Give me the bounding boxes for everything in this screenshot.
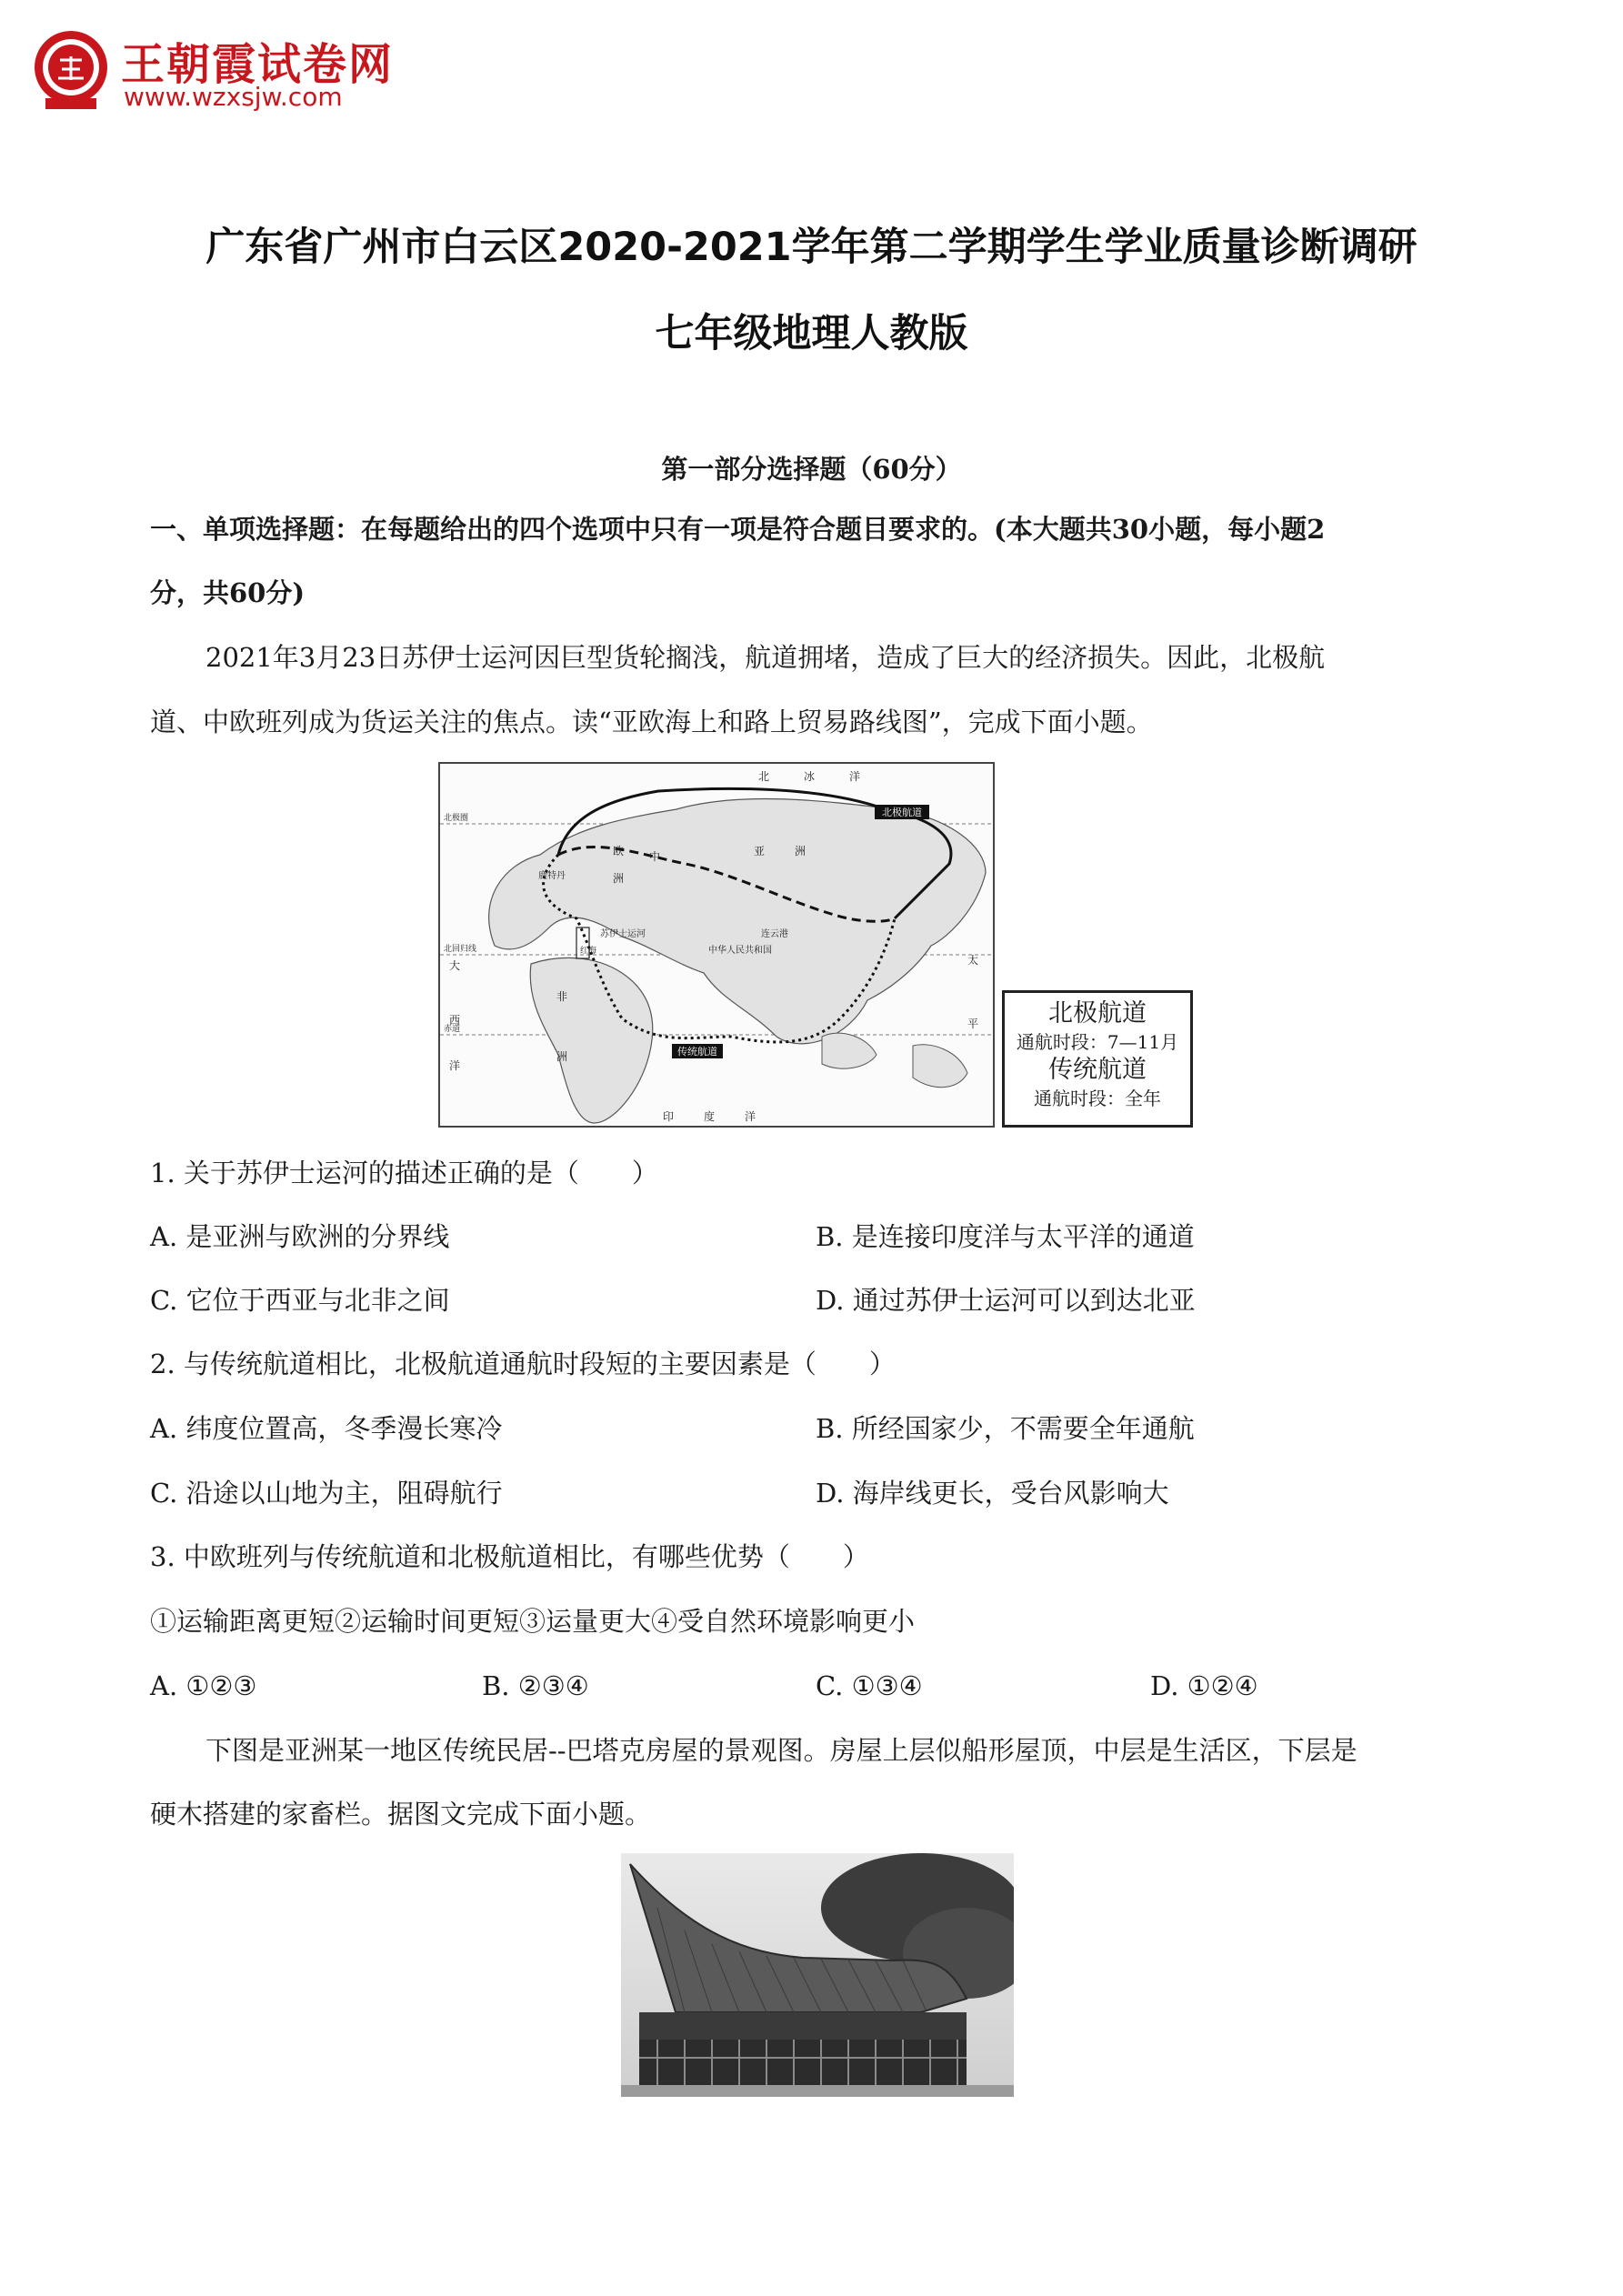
label-rotterdam: 鹿特丹 xyxy=(538,871,566,881)
q1-option-d[interactable]: D. 通过苏伊士运河可以到达北亚 xyxy=(816,1285,1196,1316)
arctic-route-tag: 北极航道 xyxy=(882,807,922,818)
traditional-route-tag: 传统航道 xyxy=(677,1046,717,1058)
legend-traditional-title: 传统航道 xyxy=(1048,1056,1147,1084)
q3-option-a[interactable]: A. ①②③ xyxy=(150,1670,257,1701)
label-indian-1: 印 xyxy=(663,1110,675,1123)
label-pacific-1: 太 xyxy=(967,954,979,967)
q2-stem: 2. 与传统航道相比，北极航道通航时段短的主要因素是（ ） xyxy=(150,1349,896,1379)
label-suez: 苏伊士运河 xyxy=(600,929,646,939)
label-asia-1: 亚 xyxy=(754,845,766,857)
q3-stem: 3. 中欧班列与传统航道和北极航道相比，有哪些优势（ ） xyxy=(150,1541,869,1572)
label-china: 中华人民共和国 xyxy=(708,946,772,956)
label-atlantic-1: 大 xyxy=(449,959,461,972)
passage1-line1: 2021年3月23日苏伊士运河因巨型货轮搁浅，航道拥堵，造成了巨大的经济损失。因此，北极航 xyxy=(205,642,1326,673)
label-arctic-1: 北 xyxy=(758,770,770,783)
label-indian-2: 度 xyxy=(704,1110,716,1123)
q3-items: ①运输距离更短②运输时间更短③运量更大④受自然环境影响更小 xyxy=(150,1606,916,1637)
page-subtitle: 七年级地理人教版 xyxy=(655,311,968,356)
label-africa-1: 非 xyxy=(556,990,568,1003)
label-asia-2: 洲 xyxy=(795,845,806,857)
site-logo xyxy=(25,25,407,116)
legend-arctic-period: 通航时段：7—11月 xyxy=(1016,1031,1179,1053)
page-title: 广东省广州市白云区2020-2021学年第二学期学生学业质量诊断调研 xyxy=(205,225,1418,270)
label-equator: 赤道 xyxy=(444,1025,461,1034)
passage2-line1: 下图是亚洲某一地区传统民居--巴塔克房屋的景观图。房屋上层似船形屋顶，中层是生活区，下层是 xyxy=(205,1735,1358,1766)
logo-name: 王朝霞试卷网 xyxy=(121,39,395,90)
trade-route-map xyxy=(438,762,995,1128)
q3-option-b[interactable]: B. ②③④ xyxy=(482,1670,589,1701)
q3-option-d[interactable]: D. ①②④ xyxy=(1150,1670,1258,1701)
q3-option-c[interactable]: C. ①③④ xyxy=(816,1670,923,1701)
label-europe-2: 洲 xyxy=(613,872,625,885)
label-indian-3: 洋 xyxy=(745,1110,756,1123)
label-red-sea: 红海 xyxy=(580,947,597,956)
livestock-pen xyxy=(639,2040,967,2085)
legend-arctic-title: 北极航道 xyxy=(1048,999,1147,1028)
label-arctic-3: 洋 xyxy=(849,770,861,783)
q2-option-c[interactable]: C. 沿途以山地为主，阻碍航行 xyxy=(150,1478,503,1509)
passage2-line2: 硬木搭建的家畜栏。据图文完成下面小题。 xyxy=(150,1799,652,1830)
legend-traditional-period: 通航时段：全年 xyxy=(1034,1088,1161,1109)
label-europe-1: 欧 xyxy=(613,845,625,857)
label-arctic-circle: 北极圈 xyxy=(444,814,469,823)
label-pacific-2: 平 xyxy=(967,1018,979,1030)
label-zhong: 中 xyxy=(649,850,661,863)
passage1-line2: 道、中欧班列成为货运关注的焦点。读“亚欧海上和路上贸易路线图”，完成下面小题。 xyxy=(150,707,1153,737)
label-atlantic-2: 西 xyxy=(449,1014,461,1027)
label-dalian: 连云港 xyxy=(761,929,788,939)
q1-stem: 1. 关于苏伊士运河的描述正确的是（ ） xyxy=(150,1158,658,1188)
map-legend xyxy=(1002,990,1193,1128)
q2-option-d[interactable]: D. 海岸线更长，受台风影响大 xyxy=(816,1478,1169,1509)
label-tropic: 北回归线 xyxy=(444,945,477,954)
label-arctic-2: 冰 xyxy=(804,770,816,783)
section-heading-cont: 分，共60分) xyxy=(150,577,306,608)
logo-url[interactable]: www.wzxsjw.com xyxy=(124,82,343,112)
q1-option-c[interactable]: C. 它位于西亚与北非之间 xyxy=(150,1285,450,1316)
label-africa-2: 洲 xyxy=(556,1050,568,1063)
part-title: 第一部分选择题（60分） xyxy=(661,454,962,485)
q1-option-a[interactable]: A. 是亚洲与欧洲的分界线 xyxy=(150,1221,450,1252)
q2-option-b[interactable]: B. 所经国家少，不需要全年通航 xyxy=(816,1413,1195,1444)
batak-house-photo xyxy=(621,1853,1014,2097)
ground xyxy=(621,2085,1014,2097)
q2-option-a[interactable]: A. 纬度位置高，冬季漫长寒冷 xyxy=(150,1413,503,1444)
seal-icon xyxy=(25,25,116,116)
label-atlantic-3: 洋 xyxy=(449,1059,461,1072)
map-svg xyxy=(440,764,993,1126)
living-level xyxy=(639,2012,967,2040)
q1-option-b[interactable]: B. 是连接印度洋与太平洋的通道 xyxy=(816,1221,1195,1252)
section-heading: 一、单项选择题：在每题给出的四个选项中只有一项是符合题目要求的。(本大题共30小题，每小题2 xyxy=(150,514,1326,545)
